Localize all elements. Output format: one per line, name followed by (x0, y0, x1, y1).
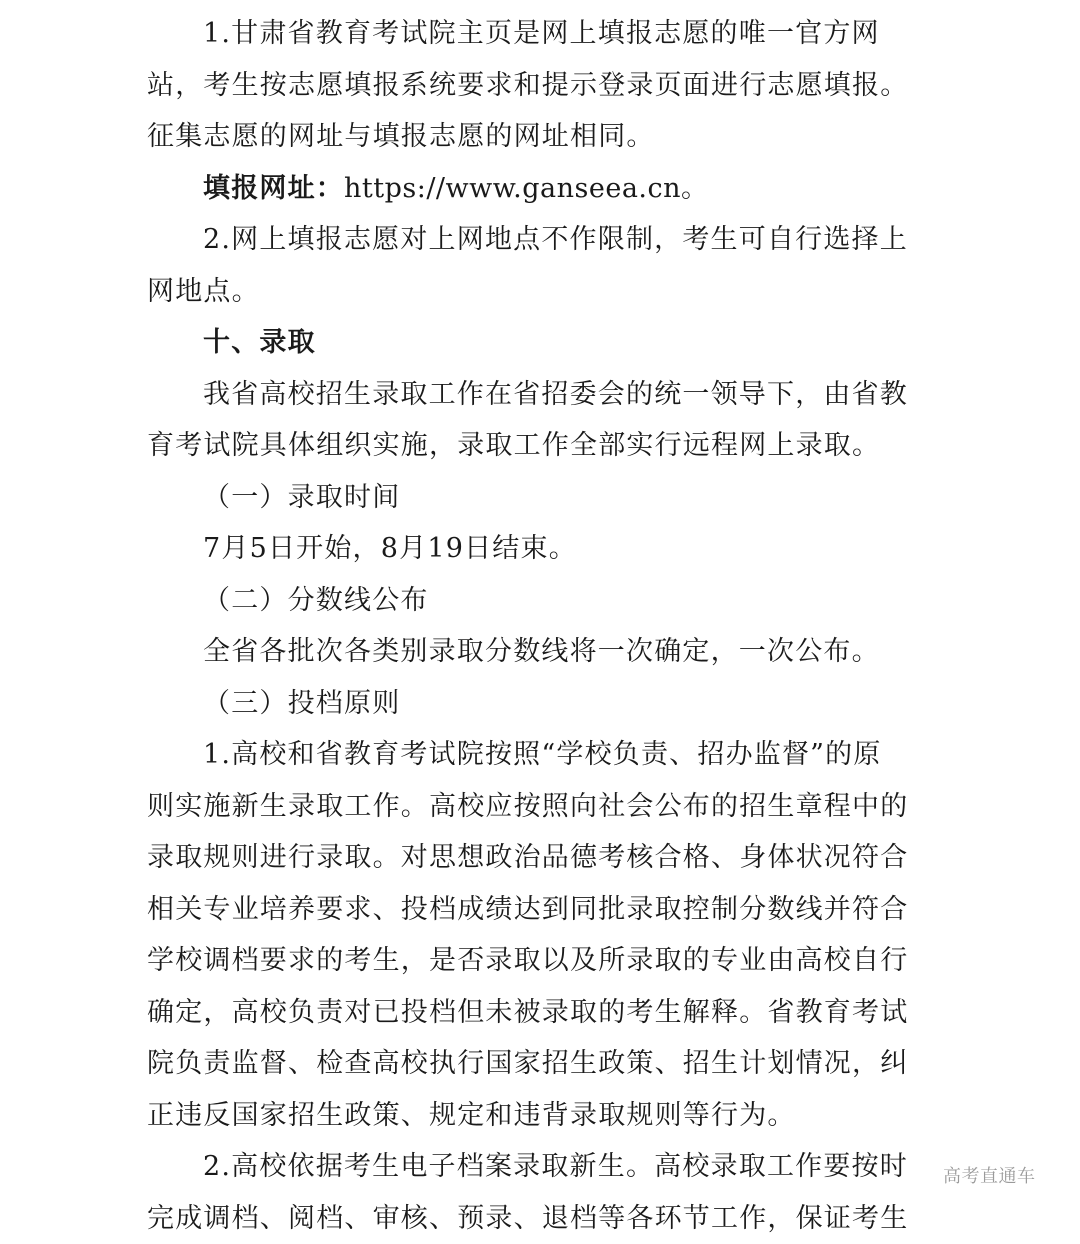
paragraph-line: 育考试院具体组织实施，录取工作全部实行远程网上录取。 (147, 420, 927, 472)
url-label: 填报网址： (203, 173, 344, 204)
sub-heading: （三）投档原则 (147, 678, 927, 730)
paragraph-line: 相关专业培养要求、投档成绩达到同批录取控制分数线并符合 (147, 884, 927, 936)
paragraph-line: 网地点。 (147, 266, 927, 318)
url-suffix: 。 (681, 173, 709, 204)
paragraph-line: 完成调档、阅档、审核、预录、退档等各环节工作，保证考生 (147, 1193, 927, 1244)
paragraph-line: 7月5日开始，8月19日结束。 (147, 523, 927, 575)
paragraph-line: 学校调档要求的考生，是否录取以及所录取的专业由高校自行 (147, 935, 927, 987)
paragraph-line: 则实施新生录取工作。高校应按照向社会公布的招生章程中的 (147, 781, 927, 833)
sub-heading: （一）录取时间 (147, 472, 927, 524)
paragraph-line: 2.网上填报志愿对上网地点不作限制，考生可自行选择上 (147, 214, 927, 266)
paragraph-line: 院负责监督、检查高校执行国家招生政策、招生计划情况，纠 (147, 1038, 927, 1090)
paragraph-line: 正违反国家招生政策、规定和违背录取规则等行为。 (147, 1090, 927, 1142)
section-heading: 十、录取 (147, 317, 927, 369)
paragraph-line: 站，考生按志愿填报系统要求和提示登录页面进行志愿填报。 (147, 60, 927, 112)
document-body (147, 8, 927, 1244)
paragraph-line: 录取规则进行录取。对思想政治品德考核合格、身体状况符合 (147, 832, 927, 884)
paragraph-line: 确定，高校负责对已投档但未被录取的考生解释。省教育考试 (147, 987, 927, 1039)
paragraph-line: 我省高校招生录取工作在省招委会的统一领导下，由省教 (147, 369, 927, 421)
paragraph-line: 征集志愿的网址与填报志愿的网址相同。 (147, 111, 927, 163)
paragraph-line: 1.高校和省教育考试院按照“学校负责、招办监督”的原 (147, 729, 927, 781)
paragraph-line: 2.高校依据考生电子档案录取新生。高校录取工作要按时 (147, 1141, 927, 1193)
watermark-label: 高考直通车 (943, 1162, 1036, 1188)
paragraph-line: 全省各批次各类别录取分数线将一次确定，一次公布。 (147, 626, 927, 678)
url-line (147, 163, 927, 215)
sub-heading: （二）分数线公布 (147, 575, 927, 627)
url-link[interactable]: https://www.ganseea.cn (344, 173, 681, 204)
paragraph-line: 1.甘肃省教育考试院主页是网上填报志愿的唯一官方网 (147, 8, 927, 60)
